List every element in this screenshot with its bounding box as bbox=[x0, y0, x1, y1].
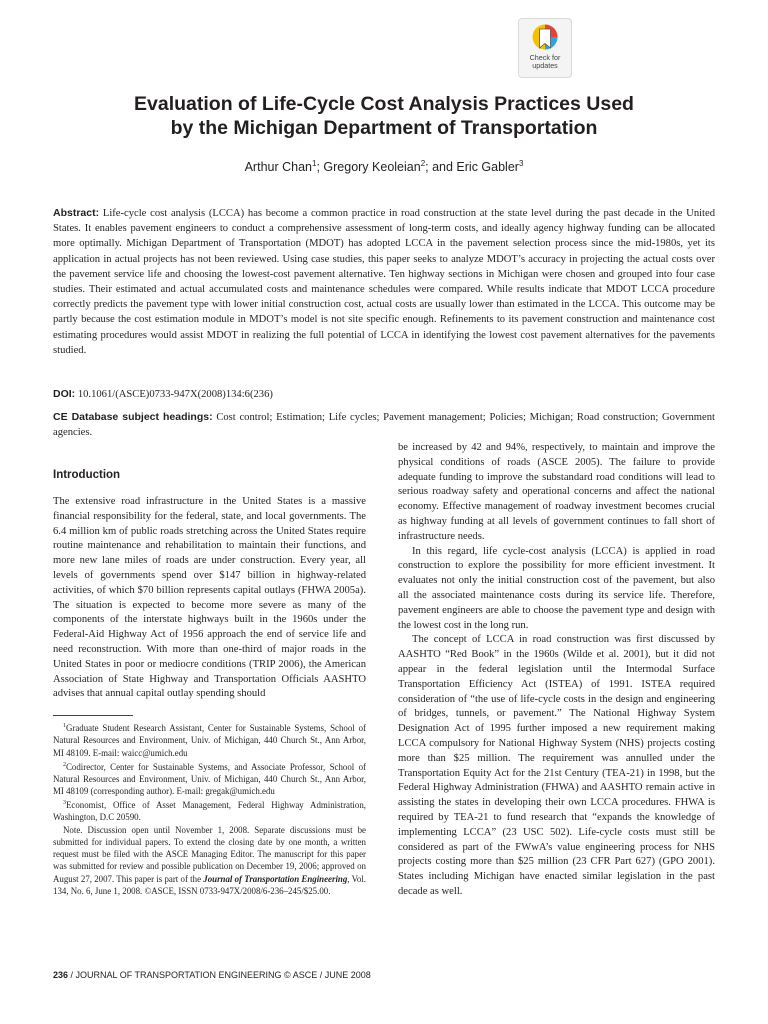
abstract-text: Life-cycle cost analysis (LCCA) has become a common practice in road construction at the state level during the past decade in the United States. It enables pavement engineers to conduct a comprehensive assessment of long-term costs, and ideally agency highway funding can be allocated more optimally. Michigan Department of Transportation (MDOT) has adopted LCCA in the pavement selection process since the mid-1980s, yet its application in actual projects has not been reviewed. Using case studies, this paper seeks to analyze MDOT’s accuracy in projecting the actual costs over the pavement service life and choosing the lowest-cost pavement alternative. Ten highway sections in Michigan were chosen and grouped into four case studies. Their estimated and actual accumulated costs and maintenance schedules were compared. While results indicate that MDOT LCCA procedure correctly predicts the pavement type with lower initial construction cost, actual costs are usually lower than estimated in the LCCA. This outcome may be partly because the cost estimation module in MDOT’s model is not site specific enough. Refinements to its pavement construction and maintenance cost estimating procedures would assist MDOT in realizing the full potential of LCCA in identifying the lowest cost pavement alternatives for the pavements studied. bbox=[53, 208, 715, 356]
author-name: ; and Eric Gabler bbox=[425, 160, 519, 175]
journal-name: Journal of Transportation Engineering bbox=[203, 873, 348, 884]
intro-paragraph-1: The extensive road infrastructure in the United States is a massive financial responsibility for the federal, state, and local governments. The 6.4 million km of public roads stretching across the United States require routine maintenance and rehabilitation to maintain their functions, and more new lane miles of roads are under construction. Every year, all levels of governments spend over $147 billion in highway-related activities, of which $70 billion represents capital outlays (FHWA 2005a). The situation is expected to become more severe as many of the components of the interstate highways built in the 1960s under the Federal-Aid Highway Act of 1956 approach the end of service life and need reconstruction. With more than one-third of major roads in the United States in poor or mediocre conditions (TRIP 2006), the American Association of State Highway and Transportation Officials AASHTO advises that annual capital outlay spending should bbox=[53, 496, 366, 700]
badge-label-line1: Check for bbox=[529, 53, 561, 62]
note-text: Note. Discussion open until November 1, 2008. Separate discussions must be submitted for individual papers. To extend the closing date by one month, a written request must be filed with the ASCE Managing Editor. The manuscript for this paper was submitted for review and possible publication on December 19, 2006; approved on August 27, 2007. This paper is part of the bbox=[53, 824, 366, 884]
footnote-text: Codirector, Center for Sustainable Systems, and Associate Professor, School of Natural Resources and Environment, Univ. of Michigan, 440 Church St., Ann Arbor, MI 48109 (corresponding author). E-mail: gregak@umich.edu bbox=[53, 761, 366, 797]
badge-label-line2: updates bbox=[532, 61, 558, 70]
doi-label: DOI: bbox=[53, 388, 76, 400]
footer-journal-line: / JOURNAL OF TRANSPORTATION ENGINEERING © ASCE / JUNE 2008 bbox=[68, 970, 371, 980]
footnote-mark: 2 bbox=[63, 761, 66, 768]
title-line-1: Evaluation of Life-Cycle Cost Analysis Practices Used bbox=[134, 93, 634, 115]
affiliation-mark: 1 bbox=[312, 159, 317, 168]
author-name: ; Gregory Keoleian bbox=[316, 160, 421, 175]
body-paragraph: be increased by 42 and 94%, respectively, to maintain and improve the physical conditions of roads (ASCE 2005). The failure to provide adequate funding to improve the substandard road conditions will lead to serious roadway safety and operational concerns and affect the national economy. Effective management of roadway investment becomes crucial as highway funding at all levels of government continues to fall short of infrastructure needs. bbox=[398, 442, 715, 542]
left-column bbox=[53, 467, 366, 897]
body-paragraph: The concept of LCCA in road construction was first discussed by AASHTO “Red Book” in the 1960s (Wilde et al. 2001), but it did not appear in the federal legislation until the Intermodal Surface Transportation Efficiency Act (ISTEA) of 1991. ISTEA required consideration of “the use of life-cycle costs in the design and engineering of bridges, tunnels, or pavement.” The National Highway System Designation Act of 1995 further imposed a new requirement making LCCA compulsory for National Highway System (NHS) projects costing more than $25 million. The requirement was annulled under the Transportation Equity Act for the 21st Century (TEA-21) in 1998, but the Federal Highway Administration (FHWA) and AASHTO remain active in assisting the states in developing their own LCCA procedures. FHWA is required by TEA-21 to fund research that “expands the knowledge of implementing LCCA” (23 USC 502). Life-cycle costs must still be considered as part of the FWwA’s value engineering process for NHS projects costing more than $25 million (23 CFR Part 627) (GPO 2001). States including Michigan have enacted similar legislation in the past decade as well. bbox=[398, 634, 715, 897]
doi-link[interactable]: 10.1061/(ASCE)0733-947X(2008)134:6(236) bbox=[77, 389, 273, 400]
footnote-3 bbox=[53, 797, 366, 823]
doi-line bbox=[53, 387, 715, 402]
abstract bbox=[53, 206, 715, 358]
note-text: , Vol. 134, No. 6, June 1, 2008. ©ASCE, ISSN 0733-947X/2008/6-236–245/$25.00. bbox=[53, 873, 366, 896]
section-heading-introduction: Introduction bbox=[53, 469, 121, 481]
subject-headings-text: Cost control; Estimation; Life cycles; Pavement management; Policies; Michigan; Road construction; Government agencies. bbox=[53, 412, 715, 439]
paper-title bbox=[40, 92, 728, 140]
check-for-updates-badge[interactable] bbox=[518, 18, 572, 78]
subject-headings-label: CE Database subject headings: bbox=[53, 411, 213, 423]
footnote-mark: 1 bbox=[63, 723, 66, 730]
body-paragraph: In this regard, life cycle-cost analysis (LCCA) is applied in road construction to explore the possibility for more efficient investment. It evaluates not only the initial construction cost of the pavement, but also all the associated maintenance costs during its service life. Therefore, pavement engineers are able to choose the pavement type and design with the lowest cost in the long run. bbox=[398, 545, 715, 631]
title-line-2: by the Michigan Department of Transportation bbox=[170, 117, 598, 139]
footnote-divider bbox=[53, 715, 133, 716]
author-list bbox=[40, 156, 728, 175]
footnote-2 bbox=[53, 759, 366, 798]
affiliation-mark: 3 bbox=[518, 159, 524, 168]
crossmark-icon bbox=[531, 23, 559, 53]
footnote-text: Economist, Office of Asset Management, Federal Highway Administration, Washington, D.C 20590. bbox=[53, 800, 366, 823]
abstract-label: Abstract: bbox=[53, 207, 100, 219]
affiliation-mark: 2 bbox=[420, 159, 426, 168]
discussion-note bbox=[53, 824, 366, 897]
right-column bbox=[398, 441, 715, 900]
page-number: 236 bbox=[53, 970, 69, 980]
footnote-text: Graduate Student Research Assistant, Center for Sustainable Systems, School of Natural Resources and Environment, Univ. of Michigan, 440 Church St., Ann Arbor, MI 48109. E-mail: waicc@umich.edu bbox=[53, 723, 366, 758]
footnote-mark: 3 bbox=[63, 800, 66, 807]
subject-headings bbox=[53, 410, 715, 440]
page-footer bbox=[53, 970, 371, 980]
author-name: Arthur Chan bbox=[244, 160, 312, 175]
footnote-1 bbox=[53, 720, 366, 759]
